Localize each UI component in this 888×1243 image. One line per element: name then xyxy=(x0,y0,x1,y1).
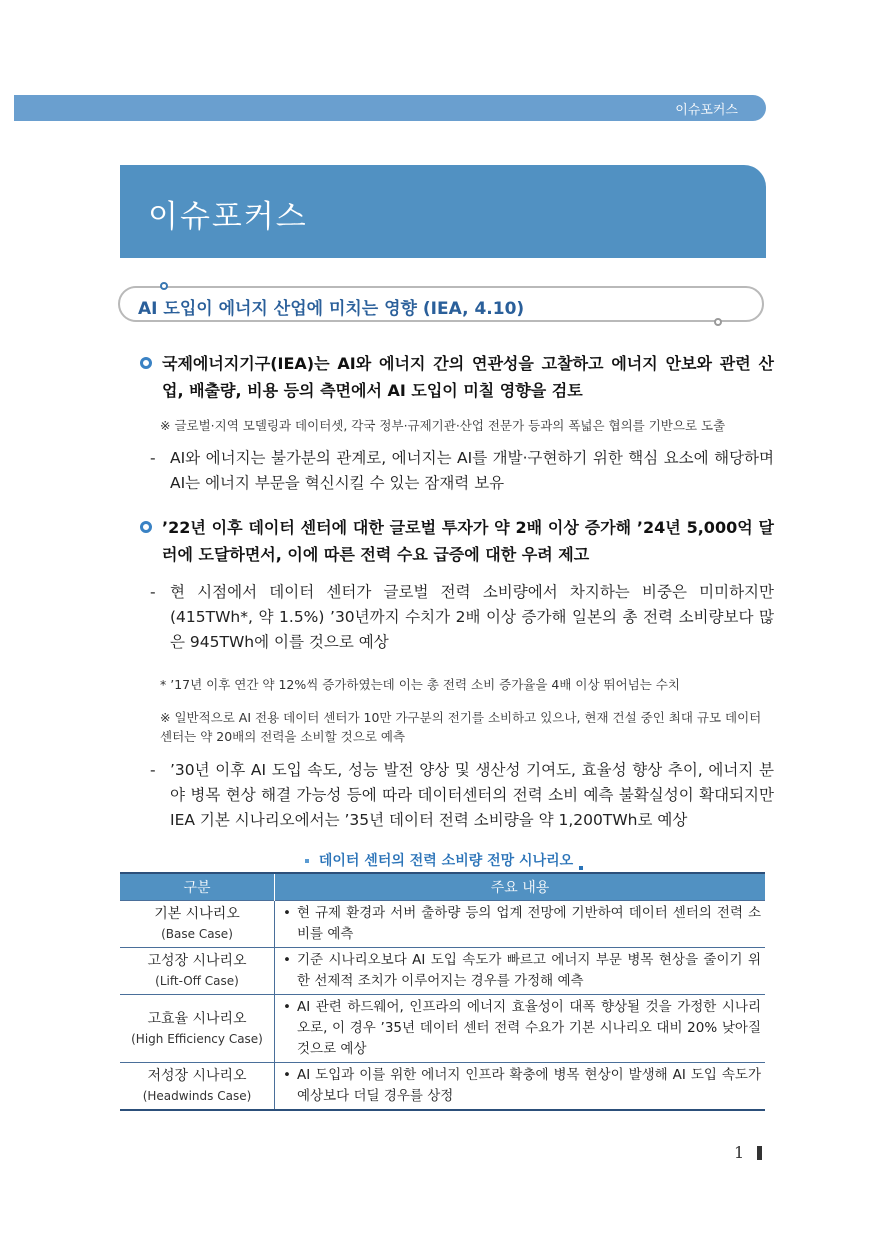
scenario-cell xyxy=(120,1063,275,1111)
circle-bullet-icon xyxy=(140,521,152,533)
circle-bullet-icon xyxy=(140,357,152,369)
top-banner-label: 이슈포커스 xyxy=(675,103,738,118)
page-number: 1 xyxy=(734,1143,745,1162)
scenario-english-name: (Headwinds Case) xyxy=(142,1089,252,1103)
article-title: AI 도입이 에너지 산업에 미치는 영향 (IEA, 4.10) xyxy=(138,299,525,319)
table-header-row xyxy=(120,873,765,901)
dash-text: 현 시점에서 데이터 센터가 글로벌 전력 소비량에서 차지하는 비중은 미미하지만(415TWh*, 약 1.5%) ’30년까지 수치가 2배 이상 증가해 일본의 총 전력 소비량보다 많은 945TWh에 이를 것으로 예상 xyxy=(170,583,774,651)
square-bullet-icon xyxy=(305,859,309,863)
dash-item xyxy=(150,758,774,833)
scenario-content: • AI 관련 하드웨어, 인프라의 에너지 효율성이 대폭 향상될 것을 가정한 시나리오로, 이 경우 ’35년 데이터 센터 전력 수요가 기본 시나리오 대비 20% 낮아질 것으로 예상 xyxy=(283,997,761,1060)
frame-dot-icon xyxy=(160,282,168,290)
dash-mark: - xyxy=(150,761,156,779)
square-bullet-icon xyxy=(579,866,583,870)
scenario-cell xyxy=(120,995,275,1063)
scenario-content: • 기준 시나리오보다 AI 도입 속도가 빠르고 에너지 부문 병목 현상을 줄이기 위한 선제적 조치가 이루어지는 경우를 가정해 예측 xyxy=(283,950,761,992)
page-marker-icon xyxy=(757,1146,762,1160)
column-header: 구분 xyxy=(120,873,275,901)
bullet-text: ’22년 이후 데이터 센터에 대한 글로벌 투자가 약 2배 이상 증가해 ’24년 5,000억 달러에 도달하면서, 이에 따른 전력 수요 급증에 대한 우려 제고 xyxy=(162,518,774,564)
table-row xyxy=(120,948,765,995)
scenario-name: 저성장 시나리오 xyxy=(147,1068,247,1084)
table-row xyxy=(120,1063,765,1111)
section-header xyxy=(120,165,766,258)
scenario-name: 고성장 시나리오 xyxy=(147,953,247,969)
section-header-title: 이슈포커스 xyxy=(148,199,308,235)
article-title-frame xyxy=(118,286,764,322)
scenario-name: 기본 시나리오 xyxy=(154,906,240,922)
table-row xyxy=(120,995,765,1063)
footnote: * ’17년 이후 연간 약 12%씩 증가하였는데 이는 총 전력 소비 증가율을 4배 이상 뛰어넘는 수치 xyxy=(160,677,680,692)
bullet-item xyxy=(140,514,774,568)
table-caption-text: 데이터 센터의 전력 소비량 전망 시나리오 xyxy=(318,853,574,869)
dash-text: ’30년 이후 AI 도입 속도, 성능 발전 양상 및 생산성 기여도, 효율성 향상 추이, 에너지 분야 병목 현상 해결 가능성 등에 따라 데이터센터의 전력 소비 예측 불확실성이 확대되지만 IEA 기본 시나리오에서는 ’35년 데이터 전력 소비량을 약 1,200TWh로 예상 xyxy=(170,761,774,829)
scenario-name: 고효율 시나리오 xyxy=(147,1010,247,1027)
bullet-text: 국제에너지기구(IEA)는 AI와 에너지 간의 연관성을 고찰하고 에너지 안보와 관련 산업, 배출량, 비용 등의 측면에서 AI 도입이 미칠 영향을 검토 xyxy=(162,354,774,400)
scenario-content: • 현 규제 환경과 서버 출하량 등의 업계 전망에 기반하여 데이터 센터의 전력 소비를 예측 xyxy=(283,903,761,945)
scenario-table xyxy=(120,872,765,1111)
dash-item xyxy=(150,580,774,655)
table-row xyxy=(120,901,765,948)
table-caption xyxy=(0,850,888,870)
dash-mark: - xyxy=(150,449,156,467)
dash-text: AI와 에너지는 불가분의 관계로, 에너지는 AI를 개발·구현하기 위한 핵심 요소에 해당하며 AI는 에너지 부문을 혁신시킬 수 있는 잠재력 보유 xyxy=(170,449,774,492)
top-banner xyxy=(14,95,766,121)
scenario-cell xyxy=(120,901,275,948)
dash-mark: - xyxy=(150,583,156,601)
note: ※ 글로벌·지역 모델링과 데이터셋, 각국 정부·규제기관·산업 전문가 등과의 폭넓은 협의를 기반으로 도출 xyxy=(160,418,726,433)
bullet-item xyxy=(140,350,774,404)
scenario-english-name: (Lift-Off Case) xyxy=(155,974,239,988)
scenario-english-name: (High Efficiency Case) xyxy=(131,1031,263,1046)
content-cell xyxy=(275,948,766,995)
column-header: 주요 내용 xyxy=(275,873,766,901)
frame-dot-icon xyxy=(714,318,722,326)
content-cell xyxy=(275,901,766,948)
scenario-english-name: (Base Case) xyxy=(161,927,233,941)
content-cell xyxy=(275,995,766,1063)
content-cell xyxy=(275,1063,766,1111)
dash-item xyxy=(150,446,774,496)
scenario-cell xyxy=(120,948,275,995)
scenario-content: • AI 도입과 이를 위한 에너지 인프라 확충에 병목 현상이 발생해 AI 도입 속도가 예상보다 더딜 경우를 상정 xyxy=(283,1065,761,1107)
note: ※ 일반적으로 AI 전용 데이터 센터가 10만 가구분의 전기를 소비하고 있으나, 현재 건설 중인 최대 규모 데이터 센터는 약 20배의 전력을 소비할 것으로 예측 xyxy=(160,710,762,744)
